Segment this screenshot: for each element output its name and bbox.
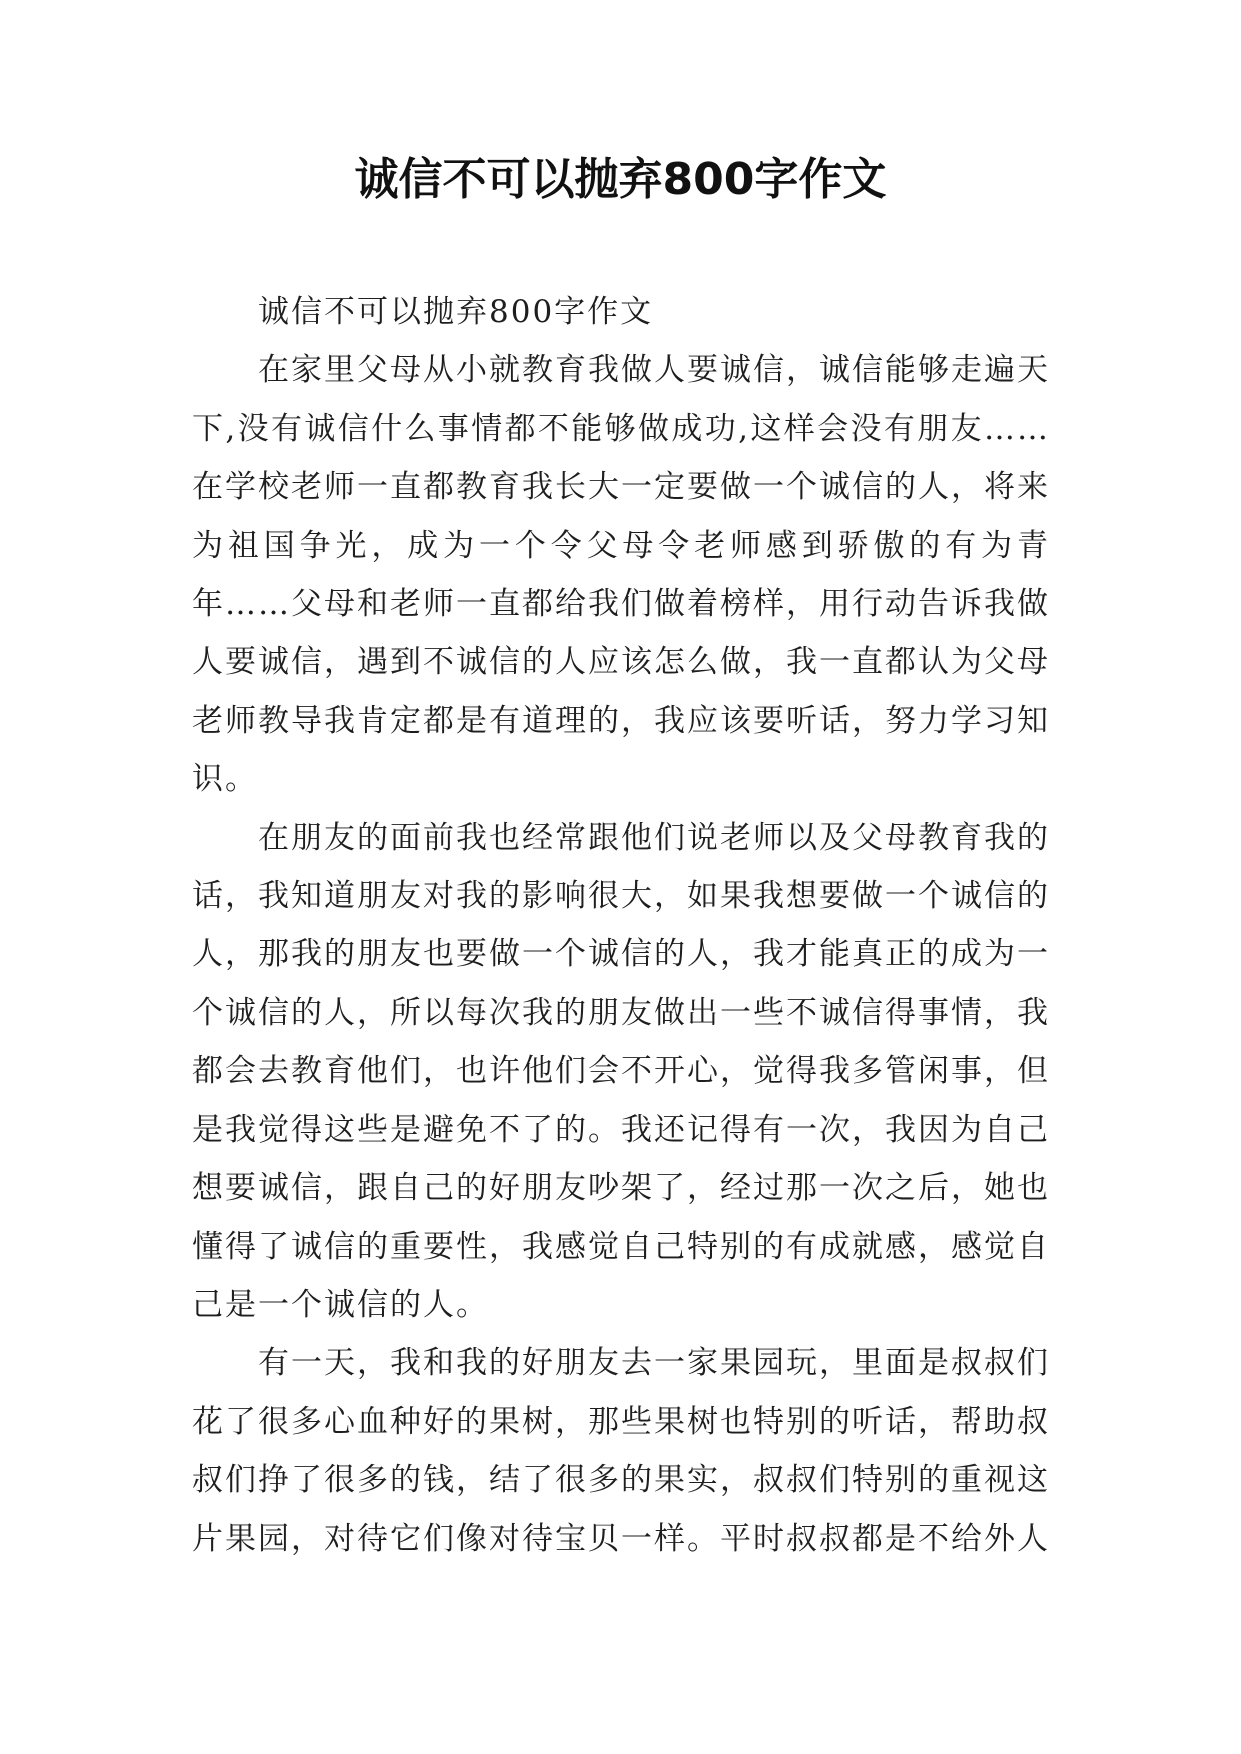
paragraph: 在家里父母从小就教育我做人要诚信，诚信能够走遍天下,没有诚信什么事情都不能够做成功,这样会没有朋友……在学校老师一直都教育我长大一定要做一个诚信的人，将来为祖国争光，成为一个令父母令老师感到骄傲的有为青年……父母和老师一直都给我们做着榜样，用行动告诉我做人要诚信，遇到不诚信的人应该怎么做，我一直都认为父母老师教导我肯定都是有道理的，我应该要听话，努力学习知识。 — [192, 352, 1050, 798]
paragraph: 在朋友的面前我也经常跟他们说老师以及父母教育我的话，我知道朋友对我的影响很大，如果我想要做一个诚信的人，那我的朋友也要做一个诚信的人，我才能真正的成为一个诚信的人，所以每次我的朋友做出一些不诚信得事情，我都会去教育他们，也许他们会不开心，觉得我多管闲事，但是我觉得这些是避免不了的。我还记得有一次，我因为自己想要诚信，跟自己的好朋友吵架了，经过那一次之后，她也懂得了诚信的重要性，我感觉自己特别的有成就感，感觉自己是一个诚信的人。 — [192, 819, 1050, 1323]
document-title: 诚信不可以抛弃800字作文 — [354, 154, 887, 205]
paragraph-subtitle: 诚信不可以抛弃800字作文 — [258, 294, 654, 330]
document-body — [192, 283, 1050, 1568]
paragraph: 有一天，我和我的好朋友去一家果园玩，里面是叔叔们花了很多心血种好的果树，那些果树也特别的听话，帮助叔叔们挣了很多的钱，结了很多的果实，叔叔们特别的重视这片果园，对待它们像对待宝贝一样。平时叔叔都是不给外人 — [192, 1345, 1050, 1557]
